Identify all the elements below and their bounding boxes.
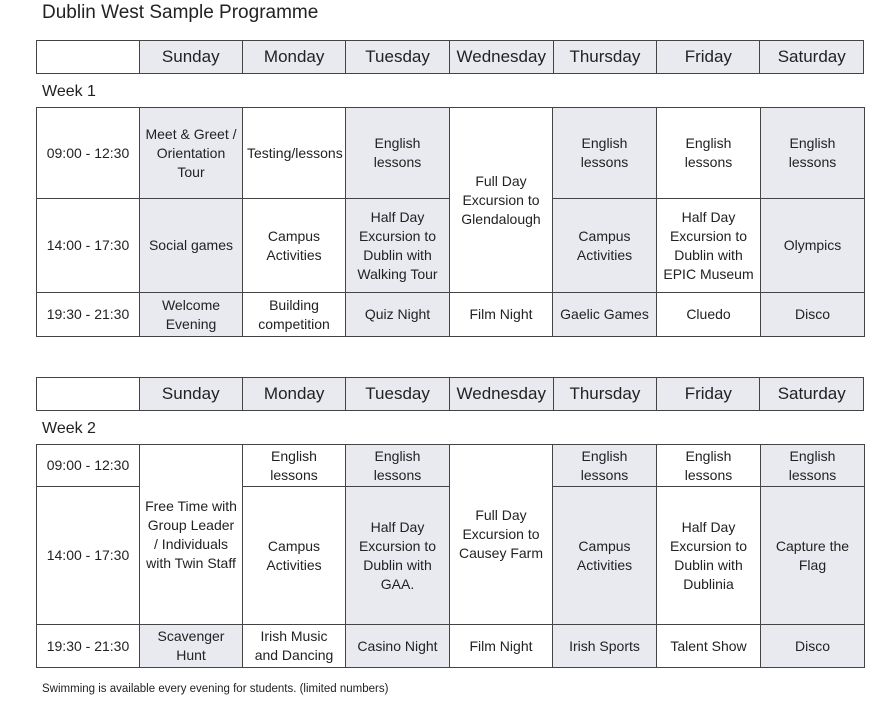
week1-schedule	[36, 107, 865, 337]
time-slot: 09:00 - 12:30	[37, 108, 140, 199]
activity-cell: Campus Activities	[243, 487, 346, 625]
activity-cell: English lessons	[243, 445, 346, 487]
activity-cell: English lessons	[657, 445, 761, 487]
activity-cell: Talent Show	[657, 625, 761, 668]
day-header-wednesday: Wednesday	[449, 41, 553, 74]
activity-cell: English lessons	[553, 445, 657, 487]
day-header-tuesday: Tuesday	[346, 41, 449, 74]
week1-evening-row	[37, 293, 865, 337]
activity-cell: English lessons	[657, 108, 761, 199]
activity-cell: Film Night	[450, 293, 553, 337]
time-slot: 19:30 - 21:30	[37, 293, 140, 337]
week1-day-header	[36, 40, 864, 74]
activity-cell: Half Day Excursion to Dublin with EPIC Museum	[657, 199, 761, 293]
activity-cell: Campus Activities	[553, 199, 657, 293]
activity-cell: English lessons	[761, 108, 865, 199]
activity-cell: English lessons	[761, 445, 865, 487]
day-header-monday: Monday	[242, 378, 345, 411]
week2-morning-row	[37, 445, 865, 487]
week2-schedule	[36, 444, 865, 668]
activity-cell: Irish Sports	[553, 625, 657, 668]
activity-cell: English lessons	[553, 108, 657, 199]
activity-cell-free-time: Free Time with Group Leader / Individuals with Twin Staff	[140, 445, 243, 625]
activity-cell: Scavenger Hunt	[140, 625, 243, 668]
week2-day-header	[36, 377, 864, 411]
activity-cell: Meet & Greet / Orientation Tour	[140, 108, 243, 199]
activity-cell-full-day: Full Day Excursion to Glendalough	[450, 108, 553, 293]
day-header-saturday: Saturday	[760, 378, 864, 411]
header-blank-cell	[37, 378, 140, 411]
activity-cell: Disco	[761, 625, 865, 668]
activity-cell: Building competition	[243, 293, 346, 337]
day-header-thursday: Thursday	[553, 378, 657, 411]
footnote: Swimming is available every evening for students. (limited numbers)	[42, 683, 389, 695]
activity-cell: Disco	[761, 293, 865, 337]
day-header-friday: Friday	[657, 378, 760, 411]
activity-cell: Welcome Evening	[140, 293, 243, 337]
day-header-friday: Friday	[657, 41, 760, 74]
day-header-thursday: Thursday	[553, 41, 657, 74]
activity-cell-full-day: Full Day Excursion to Causey Farm	[450, 445, 553, 625]
activity-cell: Half Day Excursion to Dublin with GAA.	[346, 487, 450, 625]
week2-evening-row	[37, 625, 865, 668]
day-header-monday: Monday	[242, 41, 345, 74]
activity-cell: Campus Activities	[553, 487, 657, 625]
week1-morning-row	[37, 108, 865, 199]
time-slot: 14:00 - 17:30	[37, 199, 140, 293]
activity-cell: English lessons	[346, 108, 450, 199]
activity-cell: Quiz Night	[346, 293, 450, 337]
activity-cell: Social games	[140, 199, 243, 293]
activity-cell: Capture the Flag	[761, 487, 865, 625]
week1-label: Week 1	[42, 83, 96, 100]
day-header-wednesday: Wednesday	[449, 378, 553, 411]
activity-cell: Campus Activities	[243, 199, 346, 293]
activity-cell: Gaelic Games	[553, 293, 657, 337]
day-header-tuesday: Tuesday	[346, 378, 449, 411]
activity-cell: English lessons	[346, 445, 450, 487]
day-header-sunday: Sunday	[139, 41, 242, 74]
time-slot: 14:00 - 17:30	[37, 487, 140, 625]
day-header-saturday: Saturday	[760, 41, 864, 74]
time-slot: 19:30 - 21:30	[37, 625, 140, 668]
activity-cell: Irish Music and Dancing	[243, 625, 346, 668]
header-blank-cell	[37, 41, 140, 74]
activity-cell: Casino Night	[346, 625, 450, 668]
page-title: Dublin West Sample Programme	[42, 2, 319, 23]
activity-cell: Testing/lessons	[243, 108, 346, 199]
activity-cell: Half Day Excursion to Dublin with Dublinia	[657, 487, 761, 625]
activity-cell: Olympics	[761, 199, 865, 293]
day-header-sunday: Sunday	[139, 378, 242, 411]
time-slot: 09:00 - 12:30	[37, 445, 140, 487]
activity-cell: Film Night	[450, 625, 553, 668]
activity-cell: Cluedo	[657, 293, 761, 337]
activity-cell: Half Day Excursion to Dublin with Walking Tour	[346, 199, 450, 293]
week2-label: Week 2	[42, 420, 96, 437]
